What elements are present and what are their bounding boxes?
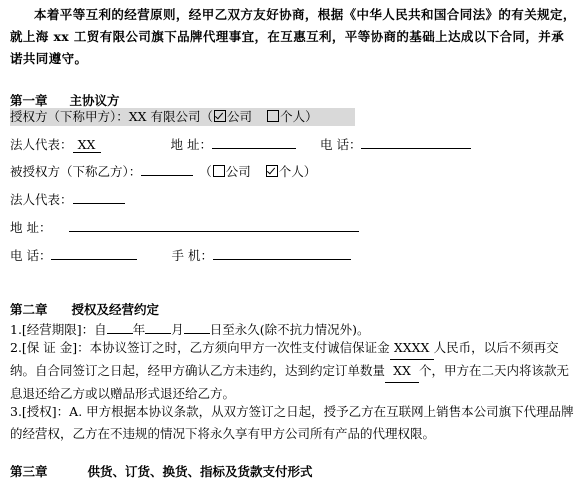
address-field-b[interactable]: [69, 218, 359, 232]
party-a-value: XX 有限公司（: [128, 109, 214, 124]
chapter-2-subtitle: 授权及经营约定: [71, 302, 160, 317]
party-b-rep-line: [10, 190, 577, 208]
deposit-paragraph: [10, 337, 576, 405]
party-b-address-line: [10, 218, 577, 236]
paren-open: （: [199, 164, 212, 179]
chapter-1-subtitle: 主协议方: [69, 93, 120, 108]
year-label: 年: [132, 322, 146, 337]
company-b-label: 公司: [225, 164, 251, 179]
term-month-field[interactable]: [145, 320, 171, 334]
phone-label: 电 话：: [320, 137, 362, 152]
company-checkbox-checked-icon[interactable]: [214, 110, 226, 122]
party-b-label: 被授权方（下称乙方）：: [10, 164, 142, 179]
chapter-2-title: 第二章: [10, 302, 48, 317]
party-a-line: [10, 108, 355, 126]
individual-b-checkbox-checked-icon[interactable]: [266, 165, 278, 177]
rep-value[interactable]: XX: [73, 137, 101, 153]
chapter-1-title: 第一章: [10, 93, 48, 108]
individual-label: 个人）: [280, 109, 318, 124]
mobile-field-b[interactable]: [213, 246, 351, 260]
phone-label-b: 电 话：: [10, 248, 52, 263]
rep-field-b[interactable]: [73, 190, 125, 204]
deposit-value[interactable]: XXXX: [390, 337, 434, 360]
individual-checkbox-icon[interactable]: [267, 110, 279, 122]
deposit-text-a: 2.[保 证 金]：本协议签订之时，乙方须向甲方一次性支付诚信保证金: [10, 340, 390, 355]
deposit-qty[interactable]: XX: [385, 360, 419, 383]
address-label-b: 地 址：: [10, 220, 52, 235]
term-label: 1.[经营期限]：自: [10, 322, 107, 337]
deposit-text-b: 人民币，以后不须再交纳。自合同签订之日起，经甲方确认乙方未违约，达到约定订单数量: [10, 340, 559, 378]
individual-b-label: 个人）: [278, 164, 317, 179]
chapter-2-heading: [10, 300, 577, 318]
party-b-field[interactable]: [141, 162, 193, 176]
company-b-checkbox-icon[interactable]: [213, 165, 225, 177]
deposit-text-c: 个，甲方在二天内将该款无息退还给乙方或以赠品形式退还给乙方。: [10, 363, 570, 401]
party-a-label: 授权方（下称甲方）：: [10, 109, 129, 124]
party-b-line: [10, 162, 577, 180]
company-label: 公司: [227, 109, 253, 124]
authorization-paragraph: 3.[授权]：A. 甲方根据本协议条款，从双方签订之日起，授予乙方在互联网上销售本公司旗下代理品牌的经营权，乙方在不违规的情况下将永久享有甲方公司所有产品的代理权限。: [10, 404, 574, 441]
party-a-contact-line: [10, 135, 577, 153]
intro-paragraph: 本着平等互利的经营原则，经甲乙双方友好协商，根据《中华人民共和国合同法》的有关规定，就上海 xx 工贸有限公司旗下品牌代理事宜，在互惠互利，平等协商的基础上达成以下合同，并承诺共同遵守。: [10, 7, 576, 66]
month-label: 月: [171, 322, 184, 337]
term-line: [10, 320, 577, 338]
term-year-field[interactable]: [107, 320, 133, 334]
chapter-3-heading: [10, 462, 577, 480]
mobile-label-b: 手 机：: [171, 248, 213, 263]
term-day-field[interactable]: [184, 320, 210, 334]
party-b-phone-line: [10, 246, 577, 264]
term-end-text: 日至永久(除不抗力情况外)。: [209, 322, 370, 337]
chapter-3-subtitle: 供货、订货、换货、指标及货款支付形式: [87, 464, 313, 479]
chapter-3-title: 第三章: [10, 464, 48, 479]
rep-label: 法人代表：: [10, 137, 73, 152]
address-field[interactable]: [212, 135, 296, 149]
chapter-1-heading: [10, 91, 577, 109]
phone-field-b[interactable]: [51, 246, 137, 260]
address-label: 地 址：: [170, 137, 212, 152]
rep-label-b: 法人代表：: [10, 192, 73, 207]
phone-field[interactable]: [361, 135, 471, 149]
